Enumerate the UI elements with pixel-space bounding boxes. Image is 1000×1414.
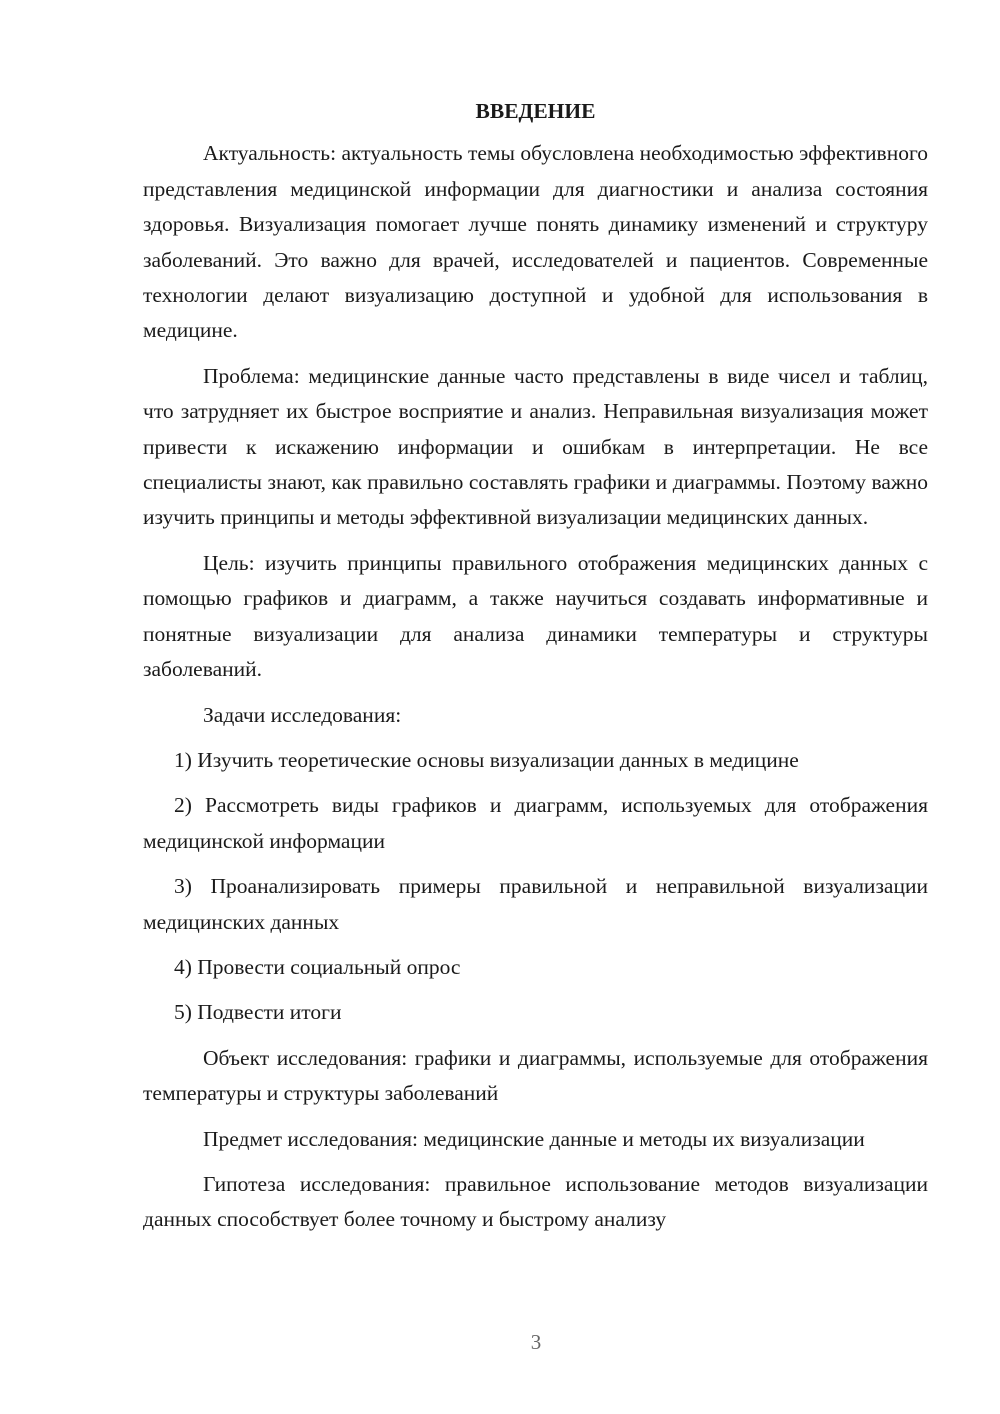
paragraph-subject: Предмет исследования: медицинские данные и методы их визуализации — [203, 1126, 865, 1151]
section-title: ВВЕДЕНИЕ — [475, 99, 596, 123]
page-content — [143, 94, 928, 1248]
paragraph-goal: Цель: изучить принципы правильного отображения медицинских данных с помощью графиков и диаграмм, а также научиться создавать информативные и понятные визуализации для анализа динамики температуры и структуры заболеваний. — [143, 550, 928, 682]
paragraph-tasks-heading: Задачи исследования: — [203, 702, 402, 727]
page-number: 3 — [530, 1330, 542, 1354]
paragraph-relevance: Актуальность: актуальность темы обусловлена необходимостью эффективного представления медицинской информации для диагностики и анализа состояния здоровья. Визуализация помогает лучше понять динамику изменений и структуру заболеваний. Это важно для врачей, исследователей и пациентов. Современные технологии делают визуализацию доступной и удобной для использования в медицине. — [143, 141, 928, 343]
task-item-3: 3) Проанализировать примеры правильной и неправильной визуализации медицинских данных — [143, 874, 928, 934]
task-item-5: 5) Подвести итоги — [174, 1000, 342, 1025]
paragraph-problem: Проблема: медицинские данные часто представлены в виде чисел и таблиц, что затрудняет их быстрое восприятие и анализ. Неправильная визуализация может привести к искажению информации и ошибкам в интерпретации. Не все специалисты знают, как правильно составлять графики и диаграммы. Поэтому важно изучить принципы и методы эффективной визуализации медицинских данных. — [143, 363, 928, 530]
paragraph-object: Объект исследования: графики и диаграммы, используемые для отображения температуры и структуры заболеваний — [143, 1045, 928, 1106]
task-item-2: 2) Рассмотреть виды графиков и диаграмм, используемых для отображения медицинской информации — [143, 793, 928, 853]
paragraph-hypothesis: Гипотеза исследования: правильное использование методов визуализации данных способствует более точному и быстрому анализу — [143, 1171, 928, 1232]
task-item-1: 1) Изучить теоретические основы визуализации данных в медицине — [174, 747, 799, 772]
task-item-4: 4) Провести социальный опрос — [174, 954, 461, 979]
